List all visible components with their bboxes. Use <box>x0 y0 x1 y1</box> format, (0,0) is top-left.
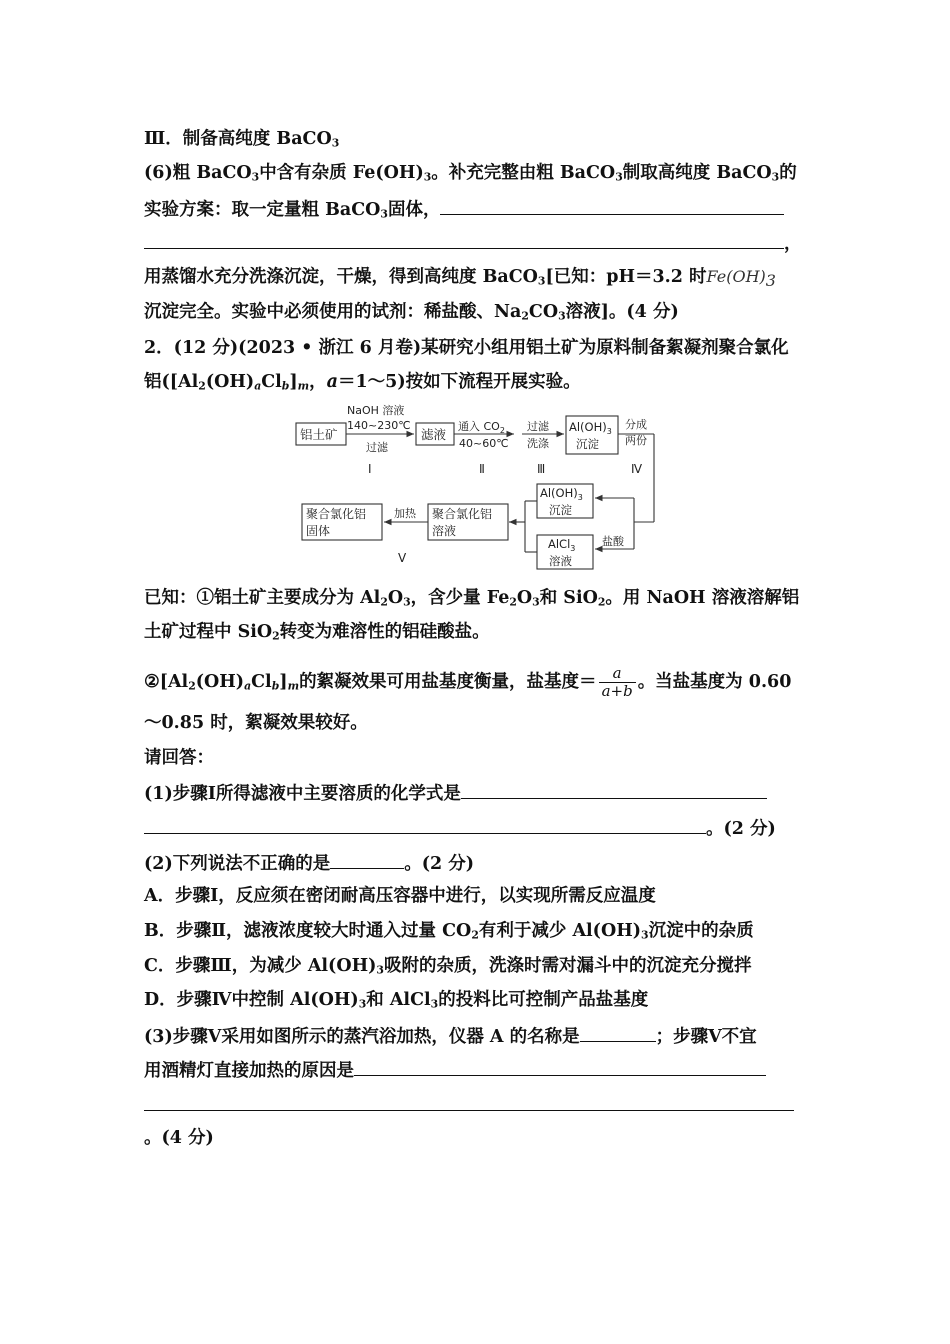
basicity-fraction: $\frac{a}{a+b}$ <box>599 665 636 700</box>
answer-blank[interactable] <box>144 815 706 834</box>
label-filtrate: 滤液 <box>421 427 447 442</box>
label-alcl3-sol: 溶液 <box>549 554 572 568</box>
label-step4: Ⅳ <box>631 462 643 476</box>
answer-blank[interactable] <box>354 1057 766 1076</box>
option-d: D．步骤Ⅳ中控制 $Al(OH)_3$和 AlCl$_3$的投料比可控制产品盐基度 <box>144 990 649 1011</box>
label-split2: 两份 <box>625 434 647 447</box>
answer-blank[interactable] <box>330 850 404 869</box>
label-temp1: 140~230℃ <box>347 419 411 432</box>
formula-fe-oh: Fe(OH) <box>706 267 766 286</box>
label-pac-solid-2: 固体 <box>306 524 331 538</box>
label-heat: 加热 <box>394 507 416 520</box>
label-naoh: NaOH 溶液 <box>347 404 405 417</box>
known-line-2: 土矿过程中 SiO$_2$转变为难溶性的铝硅酸盐。 <box>144 622 490 643</box>
section-heading: Ⅲ．制备高纯度 BaCO$_3$ <box>144 129 340 150</box>
q6-line-3: ， <box>144 230 802 256</box>
q6-line-4: 用蒸馏水充分洗涤沉淀，干燥，得到高纯度 BaCO$_3$[已知：pH＝3.2 时$Fe(OH)_3$ <box>144 267 776 290</box>
label-split1: 分成 <box>625 418 647 431</box>
q2-intro-line-1: 2．(12 分)(2023 • 浙江 6 月卷)某研究小组用铝土矿为原料制备絮凝剂聚合氯化 <box>144 338 789 358</box>
label-hcl: 盐酸 <box>602 535 624 548</box>
please-answer: 请回答： <box>144 748 214 768</box>
q6-line-5: 沉淀完全。实验中必须使用的试剂：稀盐酸、$Na_2CO_3$溶液]。(4 分) <box>144 302 679 323</box>
label-co2: 通入 $CO_2$ <box>458 420 505 435</box>
label-pac-solid-1: 聚合氯化铝 <box>306 507 367 521</box>
q3-line-4: 。(4 分) <box>144 1128 214 1148</box>
label-aloh3-mid: $Al(OH)_3$ <box>540 486 583 502</box>
q6-line-2: 实验方案：取一定量粗 BaCO$_3$固体， <box>144 196 784 222</box>
label-pac-liquid-1: 聚合氯化铝 <box>432 507 493 521</box>
label-aloh3-mid-ppt: 沉淀 <box>549 503 572 517</box>
option-b: B．步骤Ⅱ，滤液浓度较大时通入过量 $CO_2$有利于减少 $Al(OH)_3$沉淀中的杂质 <box>144 921 754 942</box>
known-line-1: 已知：①铝土矿主要成分为 $Al_2O_3$，含少量 $Fe_2O_3$和 SiO$_2$。用 NaOH 溶液溶解铝 <box>144 588 800 609</box>
q2-line: (2)下列说法不正确的是 。(2 分) <box>144 850 474 876</box>
label-step2: Ⅱ <box>479 462 485 476</box>
q6-line-1: (6)粗 BaCO$_3$中含有杂质 $Fe(OH)_3$。补充完整由粗 BaCO$_3$制取高纯度 BaCO$_3$的 <box>144 163 797 184</box>
q3-line-2: 用酒精灯直接加热的原因是 <box>144 1057 766 1083</box>
label-filter1: 过滤 <box>366 441 388 454</box>
q1-line-2: 。(2 分) <box>144 815 776 841</box>
q3-line-3 <box>144 1092 794 1118</box>
label-pac-liquid-2: 溶液 <box>432 524 457 538</box>
label-aloh3-top: $Al(OH)_3$ <box>569 420 612 436</box>
answer-blank[interactable] <box>461 780 767 799</box>
q1-line-1: (1)步骤Ⅰ所得滤液中主要溶质的化学式是 <box>144 780 767 806</box>
label-alcl3: AlCl$_3$ <box>548 537 576 553</box>
label-step5: Ⅴ <box>398 551 407 565</box>
answer-blank[interactable] <box>144 1092 794 1111</box>
label-step3: Ⅲ <box>537 462 546 476</box>
q3-line-1: (3)步骤Ⅴ采用如图所示的蒸汽浴加热，仪器 A 的名称是 ；步骤Ⅴ不宜 <box>144 1023 757 1049</box>
known-line-4: ～0.85 时，絮凝效果较好。 <box>144 713 368 733</box>
option-c: C．步骤Ⅲ，为减少 $Al(OH)_3$吸附的杂质，洗涤时需对漏斗中的沉淀充分搅拌 <box>144 956 752 977</box>
label-filter3: 过滤 <box>527 420 549 433</box>
label-aloh3-top-ppt: 沉淀 <box>576 437 599 451</box>
known-line-3: $②[Al_2(OH)_aCl_b]_m$的絮凝效果可用盐基度衡量，盐基度＝ $\frac{a}{a+b}$ 。当盐基度为 0.60 <box>144 664 792 700</box>
label-temp2: 40~60℃ <box>459 437 509 450</box>
option-a: A．步骤Ⅰ，反应须在密闭耐高压容器中进行，以实现所需反应温度 <box>144 886 656 906</box>
q2-intro-line-2: 铝($[Al_2(OH)_aCl_b]_m$，a＝1～5)按如下流程开展实验。 <box>144 372 581 393</box>
label-step1: Ⅰ <box>368 462 372 476</box>
answer-blank[interactable] <box>580 1023 656 1042</box>
label-wash3: 洗涤 <box>527 437 549 450</box>
label-bauxite: 铝土矿 <box>300 427 338 442</box>
